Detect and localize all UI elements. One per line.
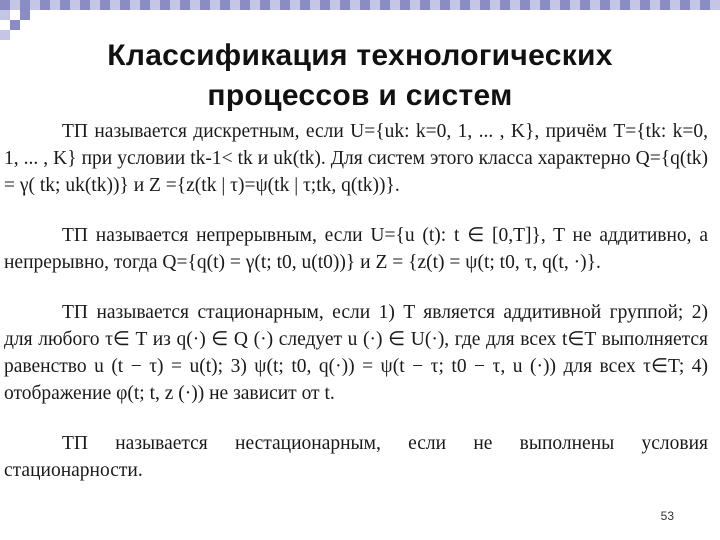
decorative-square [500, 0, 510, 10]
decorative-square [160, 0, 170, 10]
decorative-square [350, 0, 360, 10]
decorative-square [400, 0, 410, 10]
decorative-square [0, 10, 10, 20]
decorative-square [470, 0, 480, 10]
paragraph-stationary [4, 299, 708, 407]
decorative-square [580, 0, 590, 10]
decorative-square [50, 0, 60, 10]
decorative-square [590, 0, 600, 10]
paragraph-stationary-text: ТП называется стационарным, если 1) T является аддитивной группой; 2) для любого τ∈ T из q(·) ∈ Q (·) следует u (·) ∈ U(·), где для всех t∈T выполняется равенство u (t − τ) = u(t); 3) ψ(t; t0, q(·)) = ψ(t − τ; t0 − τ, u (·)) для всех τ∈T; 4) отображение φ(t; t, z (·)) не зависит от t. [4, 302, 708, 404]
decorative-square [60, 0, 70, 10]
decorative-square [360, 0, 370, 10]
paragraph-nonstationary [4, 430, 708, 484]
decorative-square [80, 0, 90, 10]
decorative-square [340, 0, 350, 10]
slide-body [4, 118, 708, 507]
decorative-square [630, 0, 640, 10]
decorative-square [620, 0, 630, 10]
decorative-square [480, 0, 490, 10]
decorative-square [610, 0, 620, 10]
decorative-square [670, 0, 680, 10]
decorative-square [600, 0, 610, 10]
decorative-square [690, 0, 700, 10]
decorative-square [20, 10, 30, 20]
decorative-square [440, 0, 450, 10]
paragraph-continuous-text: ТП называется непрерывным, если U={u (t): t ∈ [0,T]}, T не аддитивно, а непрерывно, тогда Q={q(t) = γ(t; t0, u(t0))} и Z = {z(t) = ψ(t; t0, τ, q(t, ·)}. [4, 225, 708, 273]
decorative-square [490, 0, 500, 10]
decorative-square [550, 0, 560, 10]
paragraph-nonstationary-text: ТП называется нестационарным, если не выполнены условия стационарности. [4, 433, 708, 481]
decorative-square [70, 0, 80, 10]
paragraph-discrete [4, 118, 708, 199]
decorative-square [10, 20, 20, 30]
decorative-square [0, 0, 10, 10]
decorative-square [450, 0, 460, 10]
paragraph-continuous [4, 222, 708, 276]
decorative-square [250, 0, 260, 10]
decorative-square [410, 0, 420, 10]
slide-title-line-2: процессов и систем [207, 79, 513, 112]
decorative-square [30, 0, 40, 10]
decorative-square [330, 0, 340, 10]
decorative-square [190, 0, 200, 10]
decorative-square [310, 0, 320, 10]
decorative-square [10, 0, 20, 10]
decorative-square [460, 0, 470, 10]
decorative-square [380, 0, 390, 10]
slide-title [0, 36, 720, 116]
decorative-square [710, 0, 720, 10]
decorative-square [660, 0, 670, 10]
decorative-square [120, 0, 130, 10]
decorative-square [180, 0, 190, 10]
decorative-square [280, 0, 290, 10]
paragraph-discrete-text: ТП называется дискретным, если U={uk: k=0, 1, ... , K}, причём T={tk: k=0, 1, ... , K} при условии tk-1< tk и uk(tk). Для систем этого класса характерно Q={q(tk) = γ( tk; uk(tk))} и Z ={z(tk | τ)=ψ(tk | τ;tk, q(tk))}. [4, 121, 708, 196]
decorative-square [370, 0, 380, 10]
decorative-square [90, 0, 100, 10]
decorative-square [520, 0, 530, 10]
decorative-square [510, 0, 520, 10]
decorative-square [560, 0, 570, 10]
decorative-square [20, 0, 30, 10]
decorative-square [40, 0, 50, 10]
decorative-square [270, 0, 280, 10]
decorative-square [320, 0, 330, 10]
slide-title-line-1: Классификация технологических [107, 39, 613, 72]
decorative-square [640, 0, 650, 10]
decorative-square [140, 0, 150, 10]
decorative-square [130, 0, 140, 10]
decorative-square [110, 0, 120, 10]
decorative-square [100, 0, 110, 10]
decorative-square [680, 0, 690, 10]
decorative-square [290, 0, 300, 10]
decorative-square [170, 0, 180, 10]
decorative-square [540, 0, 550, 10]
decorative-square [430, 0, 440, 10]
decorative-square [150, 0, 160, 10]
decorative-square [420, 0, 430, 10]
decorative-square [200, 0, 210, 10]
decorative-square [300, 0, 310, 10]
decorative-square [530, 0, 540, 10]
decorative-square [700, 0, 710, 10]
decorative-square-strip [0, 0, 720, 40]
decorative-square [220, 0, 230, 10]
decorative-square [260, 0, 270, 10]
decorative-square [570, 0, 580, 10]
page-number: 53 [660, 509, 674, 523]
decorative-square [230, 0, 240, 10]
decorative-square [240, 0, 250, 10]
decorative-square [210, 0, 220, 10]
decorative-square [390, 0, 400, 10]
decorative-square [650, 0, 660, 10]
